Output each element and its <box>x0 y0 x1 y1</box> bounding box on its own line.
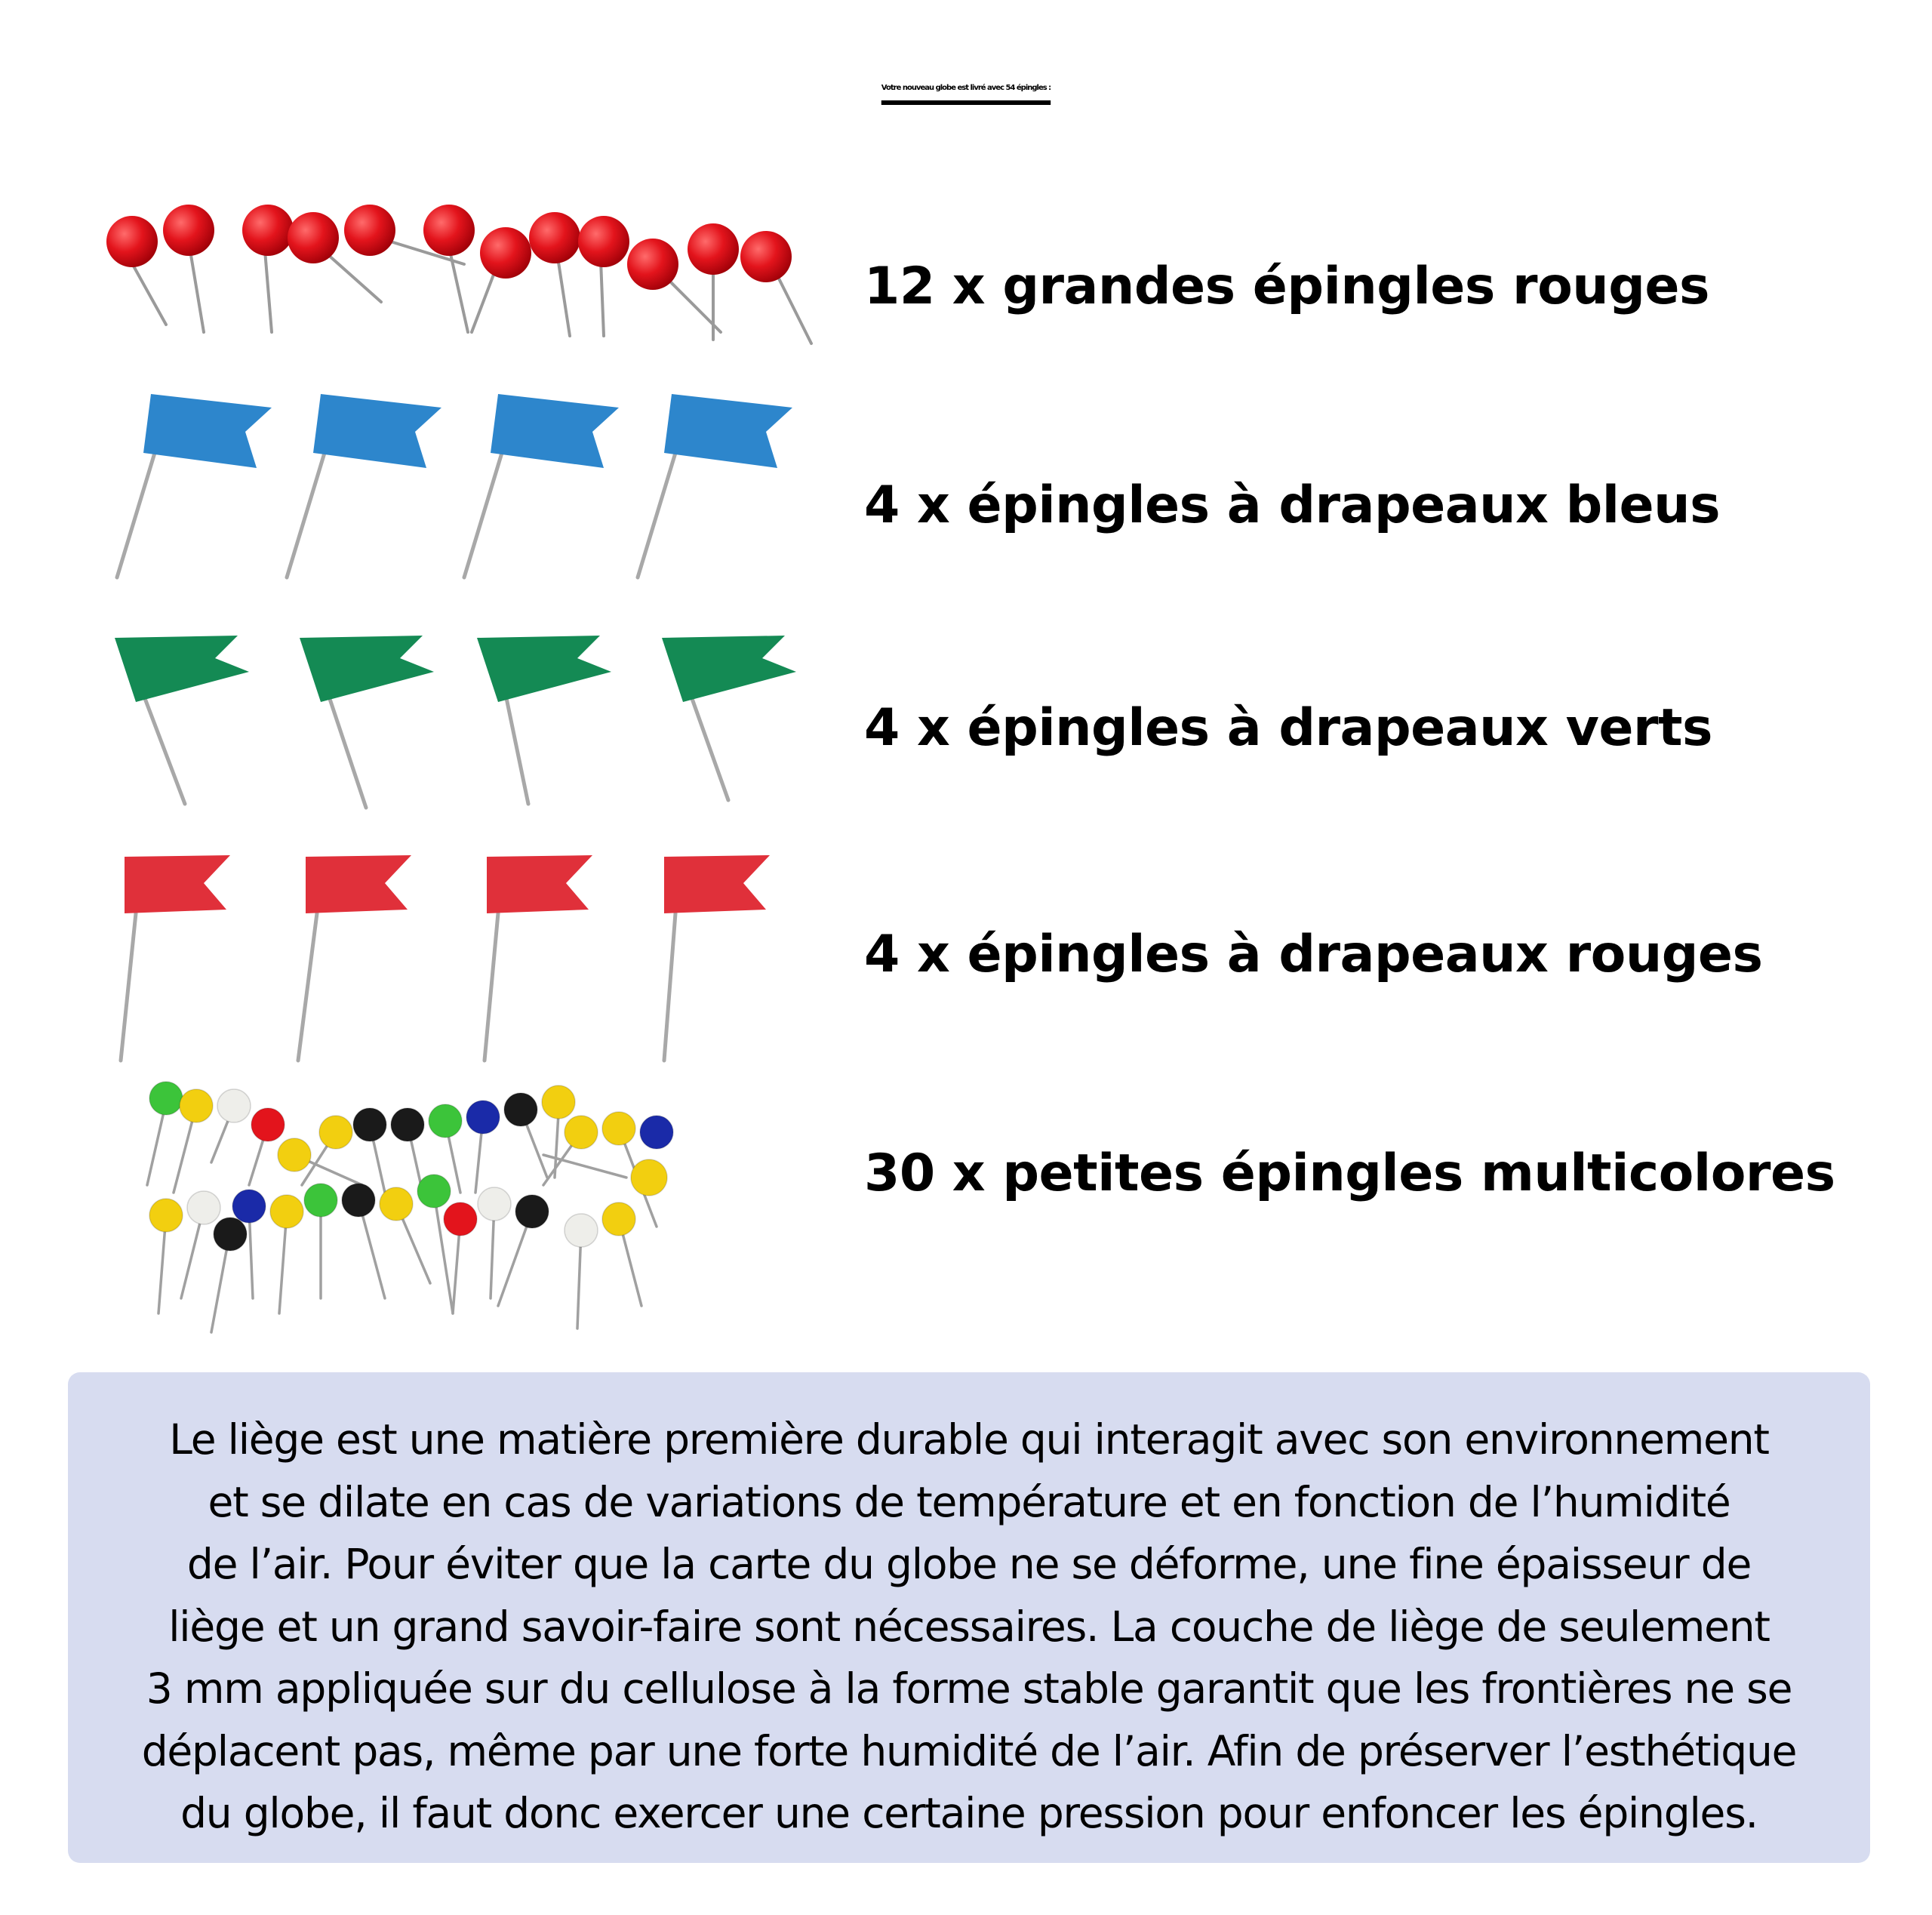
info-line: liège et un grand savoir-faire sont nécessaires. La couche de liège de seulement <box>168 1602 1770 1651</box>
blue-flag-pins-icon <box>106 385 815 589</box>
info-line: déplacent pas, même par une forte humidité de l’air. Afin de préserver l’esthétique <box>141 1726 1797 1775</box>
page-title <box>0 47 1932 130</box>
multicolor-pins-icon <box>136 1072 724 1344</box>
info-text <box>91 1409 1847 1845</box>
title-text: Votre nouveau globe est livré avec 54 épingles : <box>881 84 1051 92</box>
item-label-blue-flag-pins: 4 x épingles à drapeaux bleus <box>864 476 1721 535</box>
green-flag-pins-icon <box>106 627 815 815</box>
info-line: du globe, il faut donc exercer une certaine pression pour enfoncer les épingles. <box>180 1789 1758 1837</box>
item-label-red-ball-pins: 12 x grandes épingles rouges <box>864 257 1709 316</box>
item-label-red-flag-pins: 4 x épingles à drapeaux rouges <box>864 925 1763 984</box>
item-label-green-flag-pins: 4 x épingles à drapeaux verts <box>864 698 1713 758</box>
info-line: 3 mm appliquée sur du cellulose à la forme stable garantit que les frontières ne se <box>146 1664 1792 1713</box>
red-ball-pins-icon <box>83 196 830 370</box>
info-line: et se dilate en cas de variations de température et en fonction de l’humidité <box>208 1477 1730 1526</box>
red-flag-pins-icon <box>106 849 815 1068</box>
info-box <box>68 1372 1870 1863</box>
item-label-multicolor-pins: 30 x petites épingles multicolores <box>864 1144 1835 1203</box>
info-line: de l’air. Pour éviter que la carte du globe ne se déforme, une fine épaisseur de <box>186 1540 1752 1588</box>
info-line: Le liège est une matière première durable qui interagit avec son environnement <box>169 1415 1769 1464</box>
